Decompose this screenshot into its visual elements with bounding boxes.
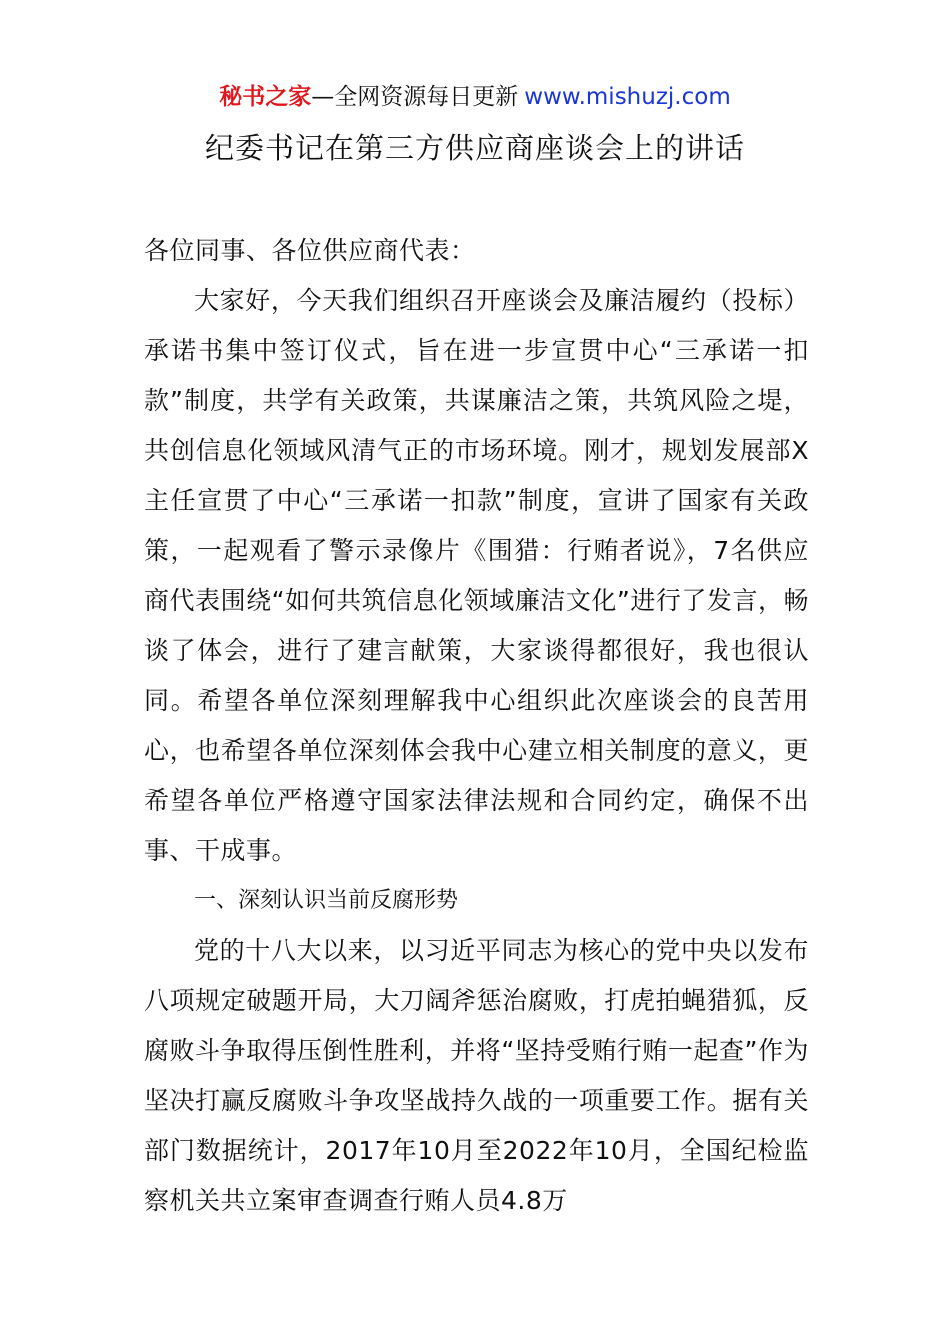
salutation: 各位同事、各位供应商代表： [144,236,476,265]
site-url-link[interactable]: www.mishuzj.com [524,84,731,110]
paragraph-section-1: 党的十八大以来，以习近平同志为核心的党中央以发布八项规定破题开局，大刀阔斧惩治腐败，打虎拍蝇猎狐，反腐败斗争取得压倒性胜利，并将“坚持受贿行贿一起查”作为坚决打赢反腐败斗争攻坚战持久战的一项重要工作。据有关部门数据统计，2017年10月至2022年10月，全国纪检监察机关共立案审查调查行贿人员4.8万 [144,936,809,1215]
document-body [144,226,809,1226]
section-heading-1: 一、深刻认识当前反腐形势 [194,888,459,913]
header-tagline: —全网资源每日更新 [311,84,519,110]
paragraph-opening: 大家好，今天我们组织召开座谈会及廉洁履约（投标）承诺书集中签订仪式，旨在进一步宣贯中心“三承诺一扣款”制度，共学有关政策，共谋廉洁之策，共筑风险之堤，共创信息化领域风清气正的市场环境。刚才，规划发展部X主任宣贯了中心“三承诺一扣款”制度，宣讲了国家有关政策，一起观看了警示录像片《围猎：行贿者说》，7名供应商代表围绕“如何共筑信息化领域廉洁文化”进行了发言，畅谈了体会，进行了建言献策，大家谈得都很好，我也很认同。希望各单位深刻理解我中心组织此次座谈会的良苦用心，也希望各单位深刻体会我中心建立相关制度的意义，更希望各单位严格遵守国家法律法规和合同约定，确保不出事、干成事。 [144,286,809,865]
site-header [0,80,950,114]
document-title: 纪委书记在第三方供应商座谈会上的讲话 [204,131,745,165]
brand-name: 秘书之家 [219,84,312,110]
